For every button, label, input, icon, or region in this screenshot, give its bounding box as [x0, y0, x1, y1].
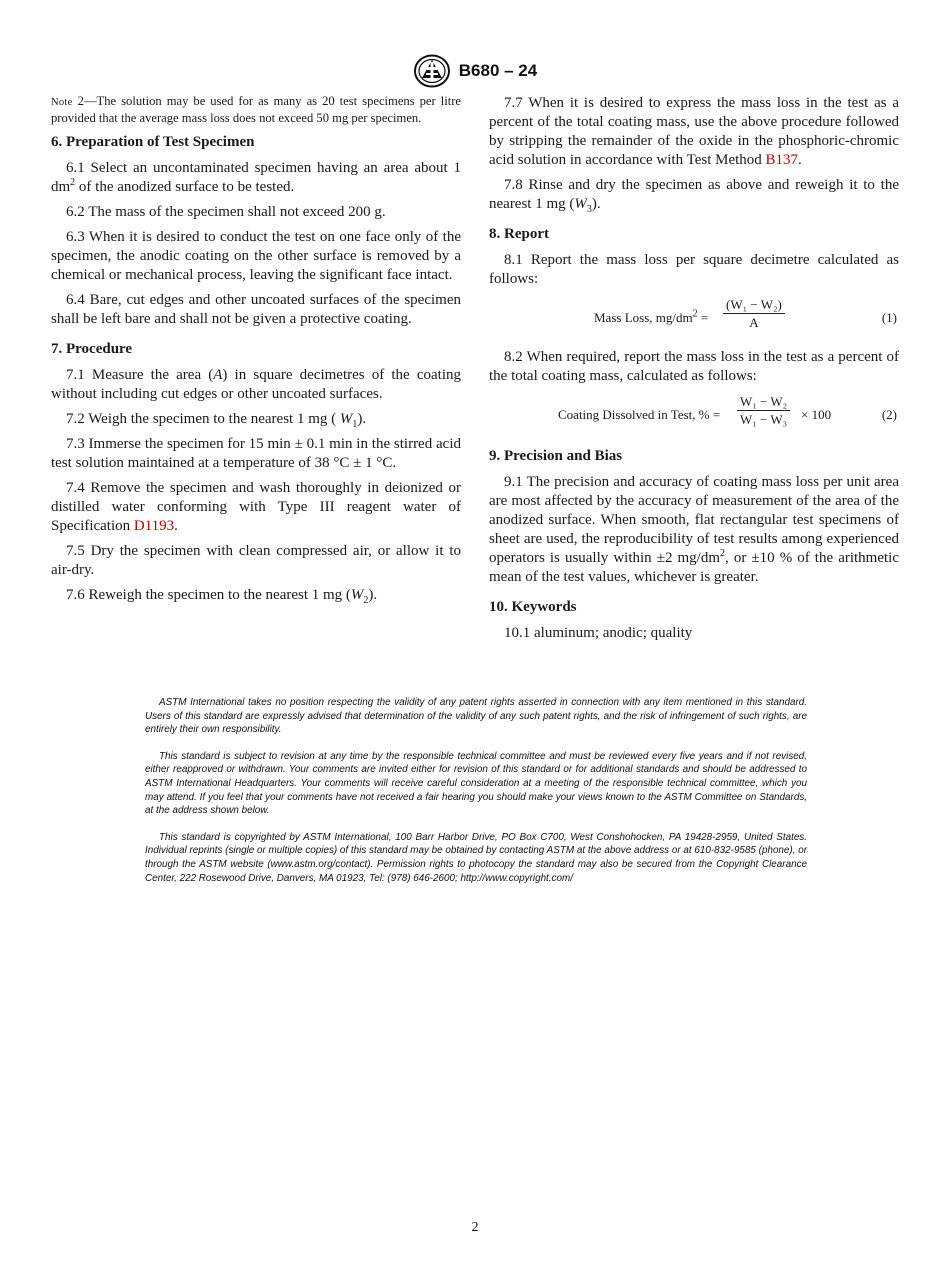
link-d1193[interactable]: D1193: [133, 518, 175, 534]
note-label: Note: [51, 97, 73, 108]
paragraph-7-6: 7.6 Reweigh the specimen to the nearest 1 mg $(W_2)$.: [66, 587, 378, 606]
equation-1-number: (1): [881, 310, 897, 325]
section-7-heading: 7. Procedure: [51, 341, 133, 357]
equation-1-numerator: (W₁ − W₂): [723, 297, 785, 314]
section-9-heading: 9. Precision and Bias: [489, 448, 623, 464]
page-header: [0, 54, 950, 88]
equation-2-numerator: W₁ − W₂: [737, 394, 790, 411]
astm-logo-icon: [413, 54, 451, 88]
paragraph-7-7: 7.7 When it is desired to express the mass loss in the test as a percent of the total coating mass, use the above procedure followed by stripping the remainder of the oxide in the phosphoric-chromic acid solution in accordance with Test Method B137.: [489, 95, 899, 168]
paragraph-6-3: 6.3 When it is desired to conduct the test on one face only of the specimen, the anodic coating on the other surface is removed by a chemical or mechanical process, leaving the significant face intact.: [51, 229, 461, 283]
paragraph-6-1: 6.1 Select an uncontaminated specimen having an area about 1 $dm^2$ of the anodized surface to be tested.: [51, 160, 461, 195]
section-10-heading: 10. Keywords: [489, 599, 577, 615]
footer-patent-notice: ASTM International takes no position respecting the validity of any patent rights asserted in connection with any item mentioned in this standard. Users of this standard are expressly advised that determination of the validity of any such patent rights, and the risk of infringement of such rights, are entirely their own responsibility.: [145, 697, 807, 736]
note-number: 2: [77, 94, 84, 108]
section-6-heading: 6. Preparation of Test Specimen: [51, 134, 255, 150]
paragraph-7-2: 7.2 Weigh the specimen to the nearest 1 mg ( $W_1$).: [66, 411, 367, 430]
paragraph-6-4: 6.4 Bare, cut edges and other uncoated surfaces of the specimen shall be left bare and shall not be given a protective coating.: [51, 292, 461, 327]
paragraph-7-3: 7.3 Immerse the specimen for 15 min ± 0.1 min in the stirred acid test solution maintained at a temperature of 38 °C ± 1 °C.: [51, 436, 461, 471]
section-8-heading: 8. Report: [489, 226, 549, 242]
paragraph-7-4: 7.4 Remove the specimen and wash thoroughly in deionized or distilled water conforming with Type III reagent water of Specification D1193.: [51, 480, 461, 534]
equation-2-number: (2): [881, 407, 897, 422]
astm-disclaimer-footer: [145, 696, 807, 898]
equation-2-multiplier: × 100: [801, 407, 832, 422]
paragraph-9-1: 9.1 The precision and accuracy of coating mass loss per unit area are most affected by the accuracy of measurement of the area of the anodized surface. When smooth, flat rectangular test specimens of sheet are used, the reproducibility of test results among experienced operators is usually within ±2 $mg/dm^2$, or ±10 % of the arithmetic mean of the test values, whichever is greater.: [489, 474, 899, 585]
equation-1: [489, 295, 899, 339]
paragraph-10-1: 10.1 aluminum; anodic; quality: [504, 625, 693, 641]
paragraph-8-1: 8.1 Report the mass loss per square decimetre calculated as follows:: [489, 252, 899, 287]
link-b137[interactable]: B137: [765, 152, 799, 168]
page-number: 2: [471, 1220, 479, 1235]
footer-revision-notice: This standard is subject to revision at any time by the responsible technical committee and must be reviewed every five years and if not revised, either reapproved or withdrawn. Your comments are invited either for revision of this standard or for additional standards and should be addressed to ASTM International Headquarters. Your comments will receive careful consideration at a meeting of the responsible technical committee, which you may attend. If you feel that your comments have not received a fair hearing you should make your views known to the ASTM Committee on Standards, at the address shown below.: [145, 750, 807, 817]
equation-2-lhs: Coating Dissolved in Test, % =: [558, 407, 721, 422]
footer-copyright-notice: This standard is copyrighted by ASTM International, 100 Barr Harbor Drive, PO Box C700, West Conshohocken, PA 19428-2959, United States. Individual reprints (single or multiple copies) of this standard may be obtained by contacting ASTM at the above address or at 610-832-9585 (phone), or through the ASTM website (www.astm.org/contact). Permission rights to photocopy the standard may also be secured from the Copyright Clearance Center, 222 Rosewood Drive, Danvers, MA 01923, Tel: (978) 646-2600; http://www.copyright.com/: [145, 831, 807, 884]
equation-2-fraction: [737, 394, 790, 429]
standard-designation: B680 – 24: [458, 61, 538, 80]
note-2: [51, 94, 461, 126]
equation-2: [489, 392, 899, 436]
equation-1-fraction: [723, 297, 785, 332]
paragraph-8-2: 8.2 When required, report the mass loss in the test as a percent of the total coating mass, calculated as follows:: [489, 349, 899, 384]
paragraph-6-2: 6.2 The mass of the specimen shall not exceed 200 g.: [66, 204, 386, 220]
paragraph-7-1: 7.1 Measure the area (A) in square decimetres of the coating without including cut edges or other uncoated surfaces.: [51, 367, 462, 402]
note-text: —The solution may be used for as many as 20 test specimens per litre provided that the average mass loss does not exceed 50 mg per specimen.: [51, 94, 461, 125]
equation-2-denominator: W₁ − W₃: [740, 412, 788, 427]
paragraph-7-8: 7.8 Rinse and dry the specimen as above and reweigh it to the nearest 1 mg $(W_3)$.: [489, 177, 899, 215]
equation-1-lhs: Mass Loss, $mg/dm^2$ =: [594, 308, 709, 325]
paragraph-7-5: 7.5 Dry the specimen with clean compressed air, or allow it to air-dry.: [51, 543, 461, 578]
equation-1-denominator: A: [749, 315, 759, 330]
left-column: [51, 94, 461, 611]
right-column: [489, 94, 899, 649]
